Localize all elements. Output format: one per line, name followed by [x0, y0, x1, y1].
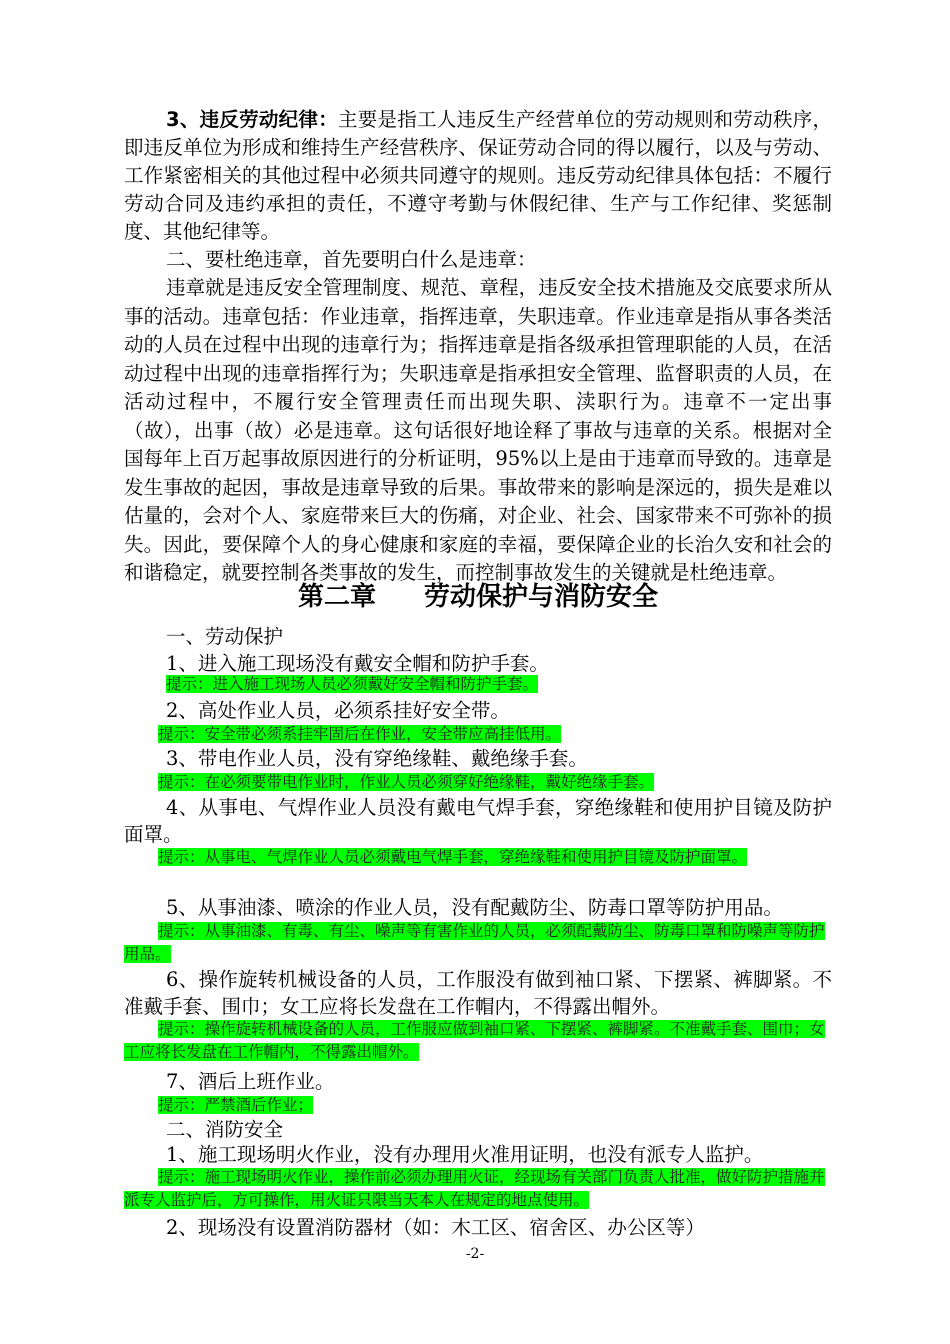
- labor-heading: 一、劳动保护: [166, 625, 284, 648]
- labor-hint-6: 提示：操作旋转机械设备的人员，工作服应做到袖口紧、下摆紧、裤脚紧。不准戴手套、围巾；女工应将长发盘在工作帽内，不得露出帽外。: [124, 1020, 825, 1061]
- fire-item-2: 2、现场没有设置消防器材（如：木工区、宿舍区、办公区等）: [166, 1216, 705, 1239]
- chapter-title: [124, 579, 832, 615]
- fire-heading: 二、消防安全: [166, 1118, 284, 1141]
- labor-item-4: 4、从事电、气焊作业人员没有戴电气焊手套，穿绝缘鞋和使用护目镜及防护面罩。: [124, 796, 832, 846]
- section3-paragraph: [124, 106, 832, 246]
- section3-text: 主要是指工人违反生产经营单位的劳动规则和劳动秩序，即违反单位为形成和维持生产经营秩序、保证劳动合同的得以履行，以及与劳动、工作紧密相关的其他过程中必须共同遵守的规则。违反劳动纪律具体包括：不履行劳动合同及违约承担的责任，不遵守考勤与休假纪律、生产与工作纪律、奖惩制度、其他纪律等。: [124, 108, 832, 243]
- fire-item-1: 1、施工现场明火作业，没有办理用火准用证明，也没有派专人监护。: [166, 1143, 764, 1166]
- labor-item-7: 7、酒后上班作业。: [166, 1070, 335, 1093]
- page-number: -2-: [465, 1246, 485, 1262]
- labor-item-1: 1、进入施工现场没有戴安全帽和防护手套。: [166, 652, 549, 675]
- labor-item-2: 2、高处作业人员，必须系挂好安全带。: [166, 699, 510, 722]
- chapter-name: 劳动保护与消防安全: [424, 582, 659, 612]
- labor-hint-2: 提示：安全带必须系挂牢固后在作业，安全带应高挂低用。: [158, 725, 562, 743]
- labor-hint-3: 提示：在必须要带电作业时，作业人员必须穿好绝缘鞋，戴好绝缘手套。: [158, 773, 655, 791]
- labor-hint-5: 提示：从事油漆、有毒、有尘、噪声等有害作业的人员，必须配戴防尘、防毒口罩和防噪声等防护用品。: [124, 922, 825, 963]
- labor-item-6: 6、操作旋转机械设备的人员，工作服没有做到袖口紧、下摆紧、裤脚紧。不准戴手套、围巾；女工应将长发盘在工作帽内，不得露出帽外。: [124, 968, 832, 1018]
- labor-hint-7: 提示：严禁酒后作业；: [158, 1096, 314, 1114]
- section-two-heading: 二、要杜绝违章，首先要明白什么是违章：: [166, 248, 537, 271]
- fire-hint-1: 提示：施工现场明火作业，操作前必须办理用火证，经现场有关部门负责人批准，做好防护措施并派专人监护后，方可操作，用火证只限当天本人在规定的地点使用。: [124, 1168, 825, 1209]
- section3-lead: 3、违反劳动纪律：: [166, 108, 338, 131]
- labor-hint-4: 提示：从事电、气焊作业人员必须戴电气焊手套，穿绝缘鞋和使用护目镜及防护面罩。: [158, 848, 748, 866]
- labor-item-5: 5、从事油漆、喷涂的作业人员，没有配戴防尘、防毒口罩等防护用品。: [166, 896, 783, 919]
- labor-item-3: 3、带电作业人员，没有穿绝缘鞋、戴绝缘手套。: [166, 747, 588, 770]
- chapter-number: 第二章: [297, 582, 376, 612]
- labor-hint-1: 提示：进入施工现场人员必须戴好安全帽和防护手套。: [166, 675, 539, 693]
- section-two-body: 违章就是违反安全管理制度、规范、章程，违反安全技术措施及交底要求所从事的活动。违章包括：作业违章，指挥违章，失职违章。作业违章是指从事各类活动的人员在过程中出现的违章行为；指挥违章是指各级承担管理职能的人员，在活动过程中出现的违章指挥行为；失职违章是指承担安全管理、监督职责的人员，在活动过程中，不履行安全管理责任而出现失职、渎职行为。违章不一定出事（故），出事（故）必是违章。这句话很好地诠释了事故与违章的关系。根据对全国每年上百万起事故原因进行的分析证明，95%以上是由于违章而导致的。违章是发生事故的起因，事故是违章导致的后果。事故带来的影响是深远的，损失是难以估量的，会对个人、家庭带来巨大的伤痛，对企业、社会、国家带来不可弥补的损失。因此，要保障个人的身心健康和家庭的幸福，要保障企业的长治久安和社会的和谐稳定，就要控制各类事故的发生，而控制事故发生的关键就是杜绝违章。: [124, 276, 832, 584]
